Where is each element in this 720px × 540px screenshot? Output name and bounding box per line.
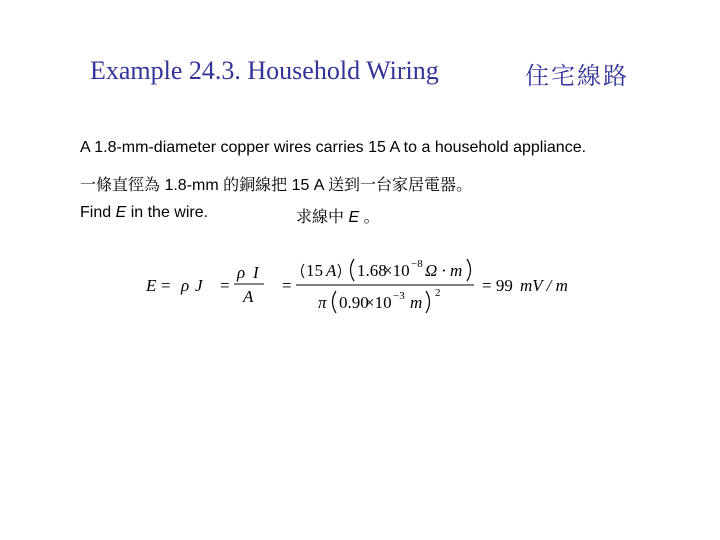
eq-radius-value: 0.90: [339, 293, 369, 312]
eq-current-i: I: [253, 263, 259, 282]
eq-pi: π: [318, 293, 327, 312]
eq-paren-close-3: [426, 291, 430, 313]
eq-times-ten-2: ×10: [365, 293, 392, 312]
eq-exponent-2: −3: [393, 290, 405, 302]
eq-current-unit: A: [326, 261, 337, 280]
task-english: [80, 204, 208, 222]
eq-j: J: [195, 276, 203, 295]
task-variable-e: E: [115, 204, 127, 221]
eq-ohm-meter: Ω · m: [425, 261, 463, 280]
eq-paren-open-3: [333, 291, 337, 313]
task-chinese: [296, 204, 380, 227]
task-zh-text-end: 。: [359, 209, 380, 226]
field-equation: [140, 252, 580, 324]
eq-rho-2: ρ: [237, 263, 246, 282]
title-chinese: 住宅線路: [525, 62, 629, 90]
eq-square: 2: [435, 287, 441, 299]
task-zh-variable-e: E: [348, 209, 360, 226]
eq-area-a: A: [243, 287, 254, 306]
eq-exponent-1: −8: [411, 258, 423, 270]
eq-result: = 99: [482, 276, 513, 295]
eq-resistivity-value: 1.68: [357, 261, 387, 280]
eq-equals-1: =: [161, 276, 171, 295]
eq-current-value: 15: [306, 261, 323, 280]
eq-result-unit: mV / m: [520, 276, 568, 295]
eq-paren-open-2: [351, 259, 355, 281]
problem-statement-chinese: 一條直徑為 1.8-mm 的銅線把 15 A 送到一台家居電器。: [80, 177, 473, 194]
eq-radius-unit: m: [410, 293, 423, 312]
task-text-start: Find: [80, 204, 116, 221]
eq-paren-open-1: [302, 264, 305, 278]
task-zh-text-start: 求線中: [296, 209, 349, 226]
task-text-end: in the wire.: [126, 204, 209, 221]
eq-times-ten-1: ×10: [383, 261, 410, 280]
eq-rho: ρ: [181, 276, 190, 295]
eq-lhs-e: E: [146, 276, 157, 295]
title-english: Example 24.3. Household Wiring: [90, 56, 439, 85]
eq-equals-3: =: [282, 276, 292, 295]
eq-equals-2: =: [220, 276, 230, 295]
problem-statement-english: A 1.8-mm-diameter copper wires carries 15 A to a household appliance.: [80, 139, 587, 156]
eq-paren-close-2: [467, 259, 471, 281]
eq-paren-close-1: [338, 264, 341, 278]
